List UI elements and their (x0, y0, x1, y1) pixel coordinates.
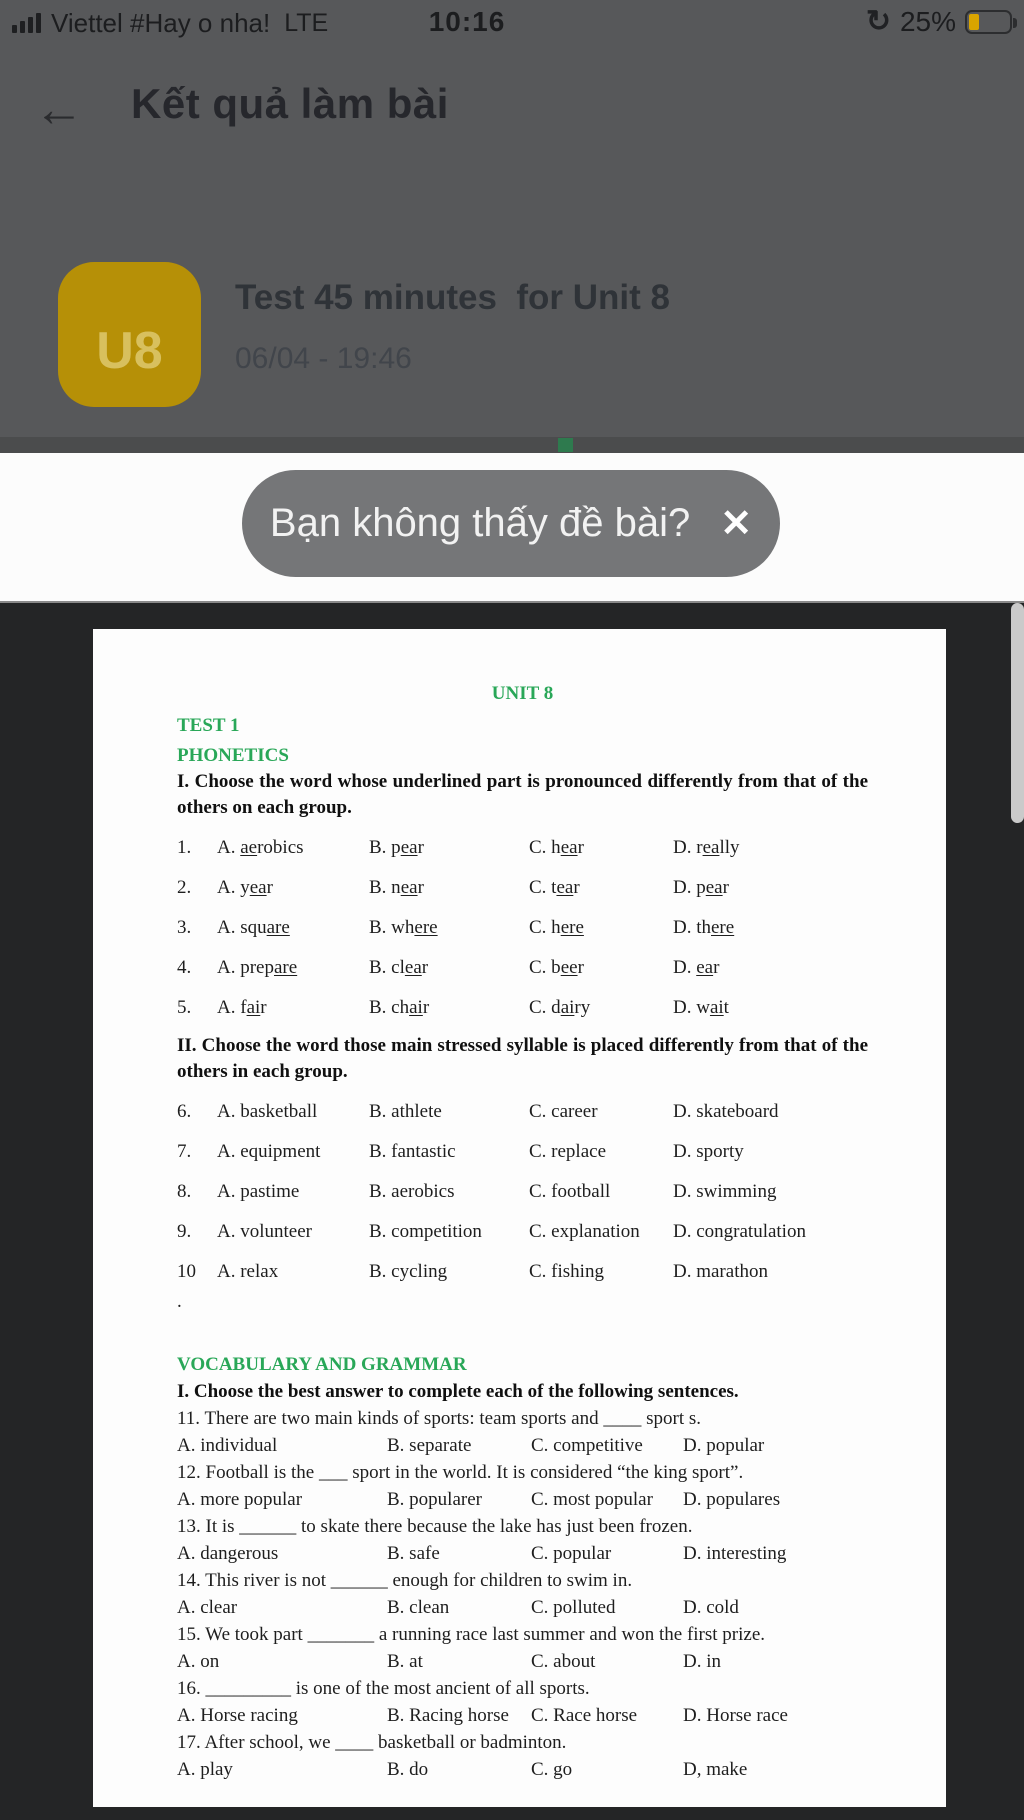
question-row (177, 1139, 868, 1165)
answer-option: C. tear (529, 877, 580, 898)
answer-option: D. skateboard (673, 1101, 779, 1122)
question-row (177, 1179, 868, 1205)
toast-band (0, 453, 1024, 601)
phonetics-heading: PHONETICS (177, 745, 289, 766)
answer-option: C. polluted (531, 1597, 616, 1618)
answer-option: C. here (529, 917, 584, 938)
results-screen-dimmed (0, 0, 1024, 453)
answer-option: D. congratulation (673, 1221, 806, 1242)
answer-option: B. at (387, 1651, 423, 1672)
status-right (866, 6, 1012, 38)
progress-strip (0, 437, 1024, 453)
answer-option: B. pear (369, 837, 424, 858)
answer-option: C. explanation (529, 1221, 640, 1242)
answer-option: B. cycling (369, 1261, 448, 1282)
answer-option: C. football (529, 1181, 611, 1202)
question-text: 11. There are two main kinds of sports: team sports and ____ sport s. (177, 1408, 702, 1429)
answer-option: B. popularer (387, 1489, 482, 1510)
answer-row (177, 1432, 868, 1459)
battery-icon (965, 10, 1012, 34)
document-page (93, 629, 946, 1807)
answer-option: A. prepare (217, 957, 298, 978)
question-text: 17. After school, we ____ basketball or badminton. (177, 1732, 567, 1753)
vocabulary-heading: VOCABULARY AND GRAMMAR (177, 1354, 467, 1375)
question-row (177, 995, 868, 1021)
document-viewer[interactable] (0, 601, 1024, 1820)
question-number: 9. (177, 1221, 192, 1242)
carrier-label: Viettel #Hay o nha! (51, 8, 271, 38)
status-bar (0, 0, 1024, 48)
answer-option: D. sporty (673, 1141, 744, 1162)
stress-question-list (177, 1099, 868, 1285)
scrollbar-thumb[interactable] (1011, 603, 1024, 823)
answer-option: A. relax (217, 1261, 279, 1282)
answer-option: A. dangerous (177, 1543, 279, 1564)
question-row (177, 915, 868, 941)
answer-option: C. replace (529, 1141, 607, 1162)
answer-option: A. pastime (217, 1181, 300, 1202)
question-row (177, 835, 868, 861)
answer-option: B. clear (369, 957, 429, 978)
question-text: 16. _________ is one of the most ancient of all sports. (177, 1678, 590, 1699)
answer-option: D. popular (683, 1435, 765, 1456)
answer-row (177, 1756, 868, 1783)
answer-option: A. fair (217, 997, 267, 1018)
answer-option: A. play (177, 1759, 233, 1780)
question-number: 3. (177, 917, 192, 938)
answer-option: D. ear (673, 957, 720, 978)
close-icon[interactable]: ✕ (720, 502, 753, 545)
answer-option: B. safe (387, 1543, 440, 1564)
question-number: 5. (177, 997, 192, 1018)
answer-option: A. on (177, 1651, 220, 1672)
answer-option: D. in (683, 1651, 721, 1672)
test-result-card[interactable] (0, 262, 1024, 422)
toast (242, 470, 780, 577)
answer-option: C. Race horse (531, 1705, 638, 1726)
answer-row (177, 1594, 868, 1621)
question-row (177, 875, 868, 901)
overflow-dot: . (177, 1291, 182, 1312)
page-title: Kết quả làm bài (131, 80, 449, 127)
answer-row (177, 1540, 868, 1567)
answer-option: C. hear (529, 837, 584, 858)
instruction-3: I. Choose the best answer to complete each of the following sentences. (177, 1381, 739, 1402)
answer-option: A. clear (177, 1597, 238, 1618)
answer-option: D. populares (683, 1489, 781, 1510)
answer-option: A. aerobics (217, 837, 304, 858)
question-row (177, 1219, 868, 1245)
question-row (177, 955, 868, 981)
question-number: 2. (177, 877, 192, 898)
answer-option: D. marathon (673, 1261, 768, 1282)
phonetics-question-list (177, 835, 868, 1021)
question-row (177, 1259, 868, 1285)
answer-option: A. individual (177, 1435, 278, 1456)
answer-option: C. competitive (531, 1435, 643, 1456)
question-text: 15. We took part _______ a running race last summer and won the first prize. (177, 1624, 766, 1645)
answer-option: D. pear (673, 877, 729, 898)
question-number: 7. (177, 1141, 192, 1162)
answer-option: B. aerobics (369, 1181, 455, 1202)
answer-option: D, make (683, 1759, 748, 1780)
answer-option: B. Racing horse (387, 1705, 509, 1726)
answer-option: B. chair (369, 997, 430, 1018)
answer-option: A. Horse racing (177, 1705, 298, 1726)
answer-row (177, 1702, 868, 1729)
unit-heading: UNIT 8 (491, 683, 554, 704)
answer-option: B. where (369, 917, 438, 938)
vocab-question-list (177, 1405, 868, 1783)
answer-row (177, 1486, 868, 1513)
clock-label: 10:16 (428, 6, 506, 37)
answer-option: C. popular (531, 1543, 612, 1564)
toast-message: Bạn không thấy đề bài? (269, 501, 691, 545)
answer-option: B. fantastic (369, 1141, 456, 1162)
question-number: 10 (177, 1261, 196, 1282)
answer-option: A. year (217, 877, 273, 898)
rotation-lock-icon: ↻ (865, 5, 891, 38)
test-heading: TEST 1 (177, 715, 240, 736)
answer-option: A. equipment (217, 1141, 321, 1162)
back-button[interactable]: ← (34, 81, 84, 137)
answer-option: B. do (387, 1759, 429, 1780)
answer-option: C. dairy (529, 997, 591, 1018)
answer-option: D. there (673, 917, 735, 938)
answer-option: C. career (529, 1101, 598, 1122)
test-title: Test 45 minutes for Unit 8 (235, 278, 670, 317)
answer-option: C. beer (529, 957, 584, 978)
battery-nub (1013, 18, 1017, 28)
answer-option: D. interesting (683, 1543, 787, 1564)
instruction-2: II. Choose the word those main stressed syllable is placed differently from that of the others in each group. (177, 1035, 868, 1082)
answer-option: B. separate (387, 1435, 472, 1456)
answer-option: C. most popular (531, 1489, 653, 1510)
question-number: 6. (177, 1101, 192, 1122)
question-row (177, 1099, 868, 1125)
answer-option: A. square (217, 917, 290, 938)
answer-option: C. go (531, 1759, 573, 1780)
answer-option: D. swimming (673, 1181, 777, 1202)
answer-option: C. fishing (529, 1261, 604, 1282)
answer-option: B. competition (369, 1221, 482, 1242)
question-text: 12. Football is the ___ sport in the world. It is considered “the king sport”. (177, 1462, 744, 1483)
answer-option: B. athlete (369, 1101, 442, 1122)
battery-fill (969, 14, 979, 30)
network-type-label: LTE (284, 9, 329, 37)
question-text: 13. It is ______ to skate there because the lake has just been frozen. (177, 1516, 693, 1537)
test-datetime: 06/04 - 19:46 (235, 342, 412, 375)
answer-option: D. wait (673, 997, 729, 1018)
instruction-1: I. Choose the word whose underlined part is pronounced differently from that of the others on each group. (177, 771, 868, 818)
progress-indicator (558, 438, 573, 452)
answer-option: A. volunteer (217, 1221, 312, 1242)
answer-option: B. near (369, 877, 424, 898)
battery-percent-label: 25% (899, 6, 956, 37)
question-number: 4. (177, 957, 192, 978)
answer-option: D. really (673, 837, 740, 858)
answer-row (177, 1648, 868, 1675)
answer-option: B. clean (387, 1597, 450, 1618)
question-text: 14. This river is not ______ enough for children to swim in. (177, 1570, 633, 1591)
answer-option: D. Horse race (683, 1705, 788, 1726)
unit-badge: U8 (58, 262, 201, 407)
answer-option: A. basketball (217, 1101, 318, 1122)
answer-option: C. about (531, 1651, 596, 1672)
question-number: 8. (177, 1181, 192, 1202)
question-number: 1. (177, 837, 192, 858)
app-header (0, 72, 1024, 152)
answer-option: A. more popular (177, 1489, 303, 1510)
answer-option: D. cold (683, 1597, 739, 1618)
